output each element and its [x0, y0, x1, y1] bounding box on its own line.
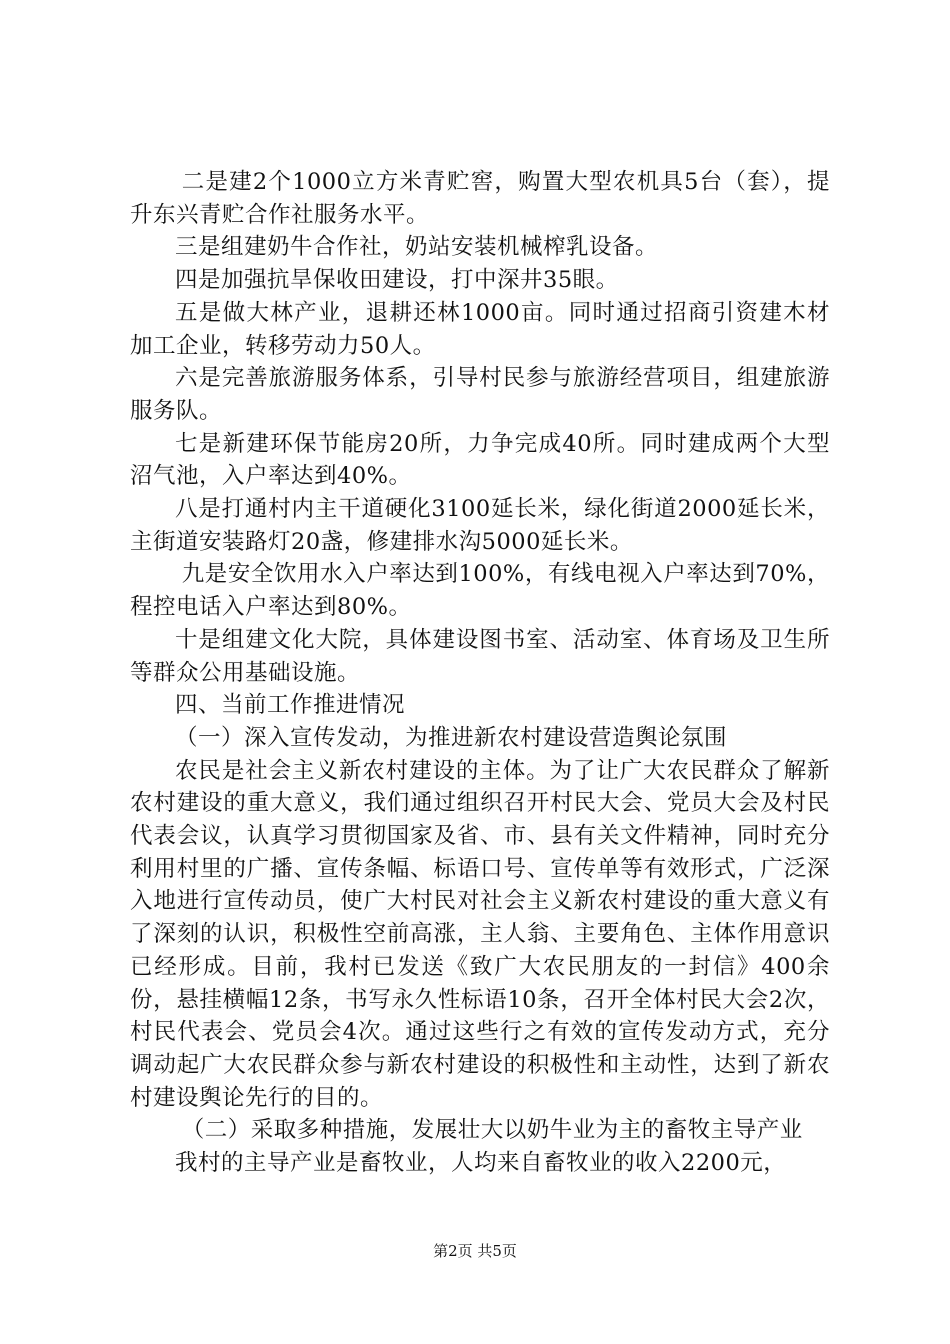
paragraph-item-10: 十是组建文化大院，具体建设图书室、活动室、体育场及卫生所等群众公用基础设施。: [130, 626, 830, 686]
page-number-footer: 第2页 共5页: [433, 1242, 517, 1260]
paragraph-item-4: 四是加强抗旱保收田建设，打中深井35眼。: [175, 267, 619, 294]
paragraph-item-7: 七是新建环保节能房20所，力争完成40所。同时建成两个大型沼气池，入户率达到40%。: [130, 430, 830, 490]
section-heading: 四、当前工作推进情况: [175, 692, 406, 719]
paragraph-publicity: 农民是社会主义新农村建设的主体。为了让广大农民群众了解新农村建设的重大意义，我们通过组织召开村民大会、党员大会及村民代表会议，认真学习贯彻国家及省、市、县有关文件精神，同时充分利用村里的广播、宣传条幅、标语口号、宣传单等有效形式，广泛深入地进行宣传动员，使广大村民对社会主义新农村建设的重大意义有了深刻的认识，积极性空前高涨，主人翁、主要角色、主体作用意识已经形成。目前，我村已发送《致广大农民朋友的一封信》400余份，悬挂横幅12条，书写永久性标语10条，召开全体村民大会2次，村民代表会、党员会4次。通过这些行之有效的宣传发动方式，充分调动起广大农民群众参与新农村建设的积极性和主动性，达到了新农村建设舆论先行的目的。: [130, 757, 830, 1111]
paragraph-item-6: 六是完善旅游服务体系，引导村民参与旅游经营项目，组建旅游服务队。: [130, 365, 830, 424]
paragraph-item-8: 八是打通村内主干道硬化3100延长米，绿化街道2000延长米，主街道安装路灯20盏，修建排水沟5000延长米。: [130, 496, 830, 555]
subsection-heading-1: （一）深入宣传发动，为推进新农村建设营造舆论氛围: [175, 724, 728, 751]
paragraph-livestock: 我村的主导产业是畜牧业，人均来自畜牧业的收入2200元，: [175, 1150, 787, 1177]
paragraph-item-3: 三是组建奶牛合作社，奶站安装机械榨乳设备。: [175, 234, 659, 261]
paragraph-item-5: 五是做大林产业，退耕还林1000亩。同时通过招商引资建木材加工企业，转移劳动力50人。: [130, 299, 830, 359]
paragraph-item-2: 二是建2个1000立方米青贮窖，购置大型农机具5台（套），提升东兴青贮合作社服务水平。: [130, 169, 830, 228]
document-body: [130, 166, 830, 1180]
paragraph-item-9: 九是安全饮用水入户率达到100%，有线电视入户率达到70%，程控电话入户率达到80%。: [130, 561, 830, 621]
subsection-heading-2: （二）采取多种措施，发展壮大以奶牛业为主的畜牧主导产业: [181, 1117, 803, 1144]
